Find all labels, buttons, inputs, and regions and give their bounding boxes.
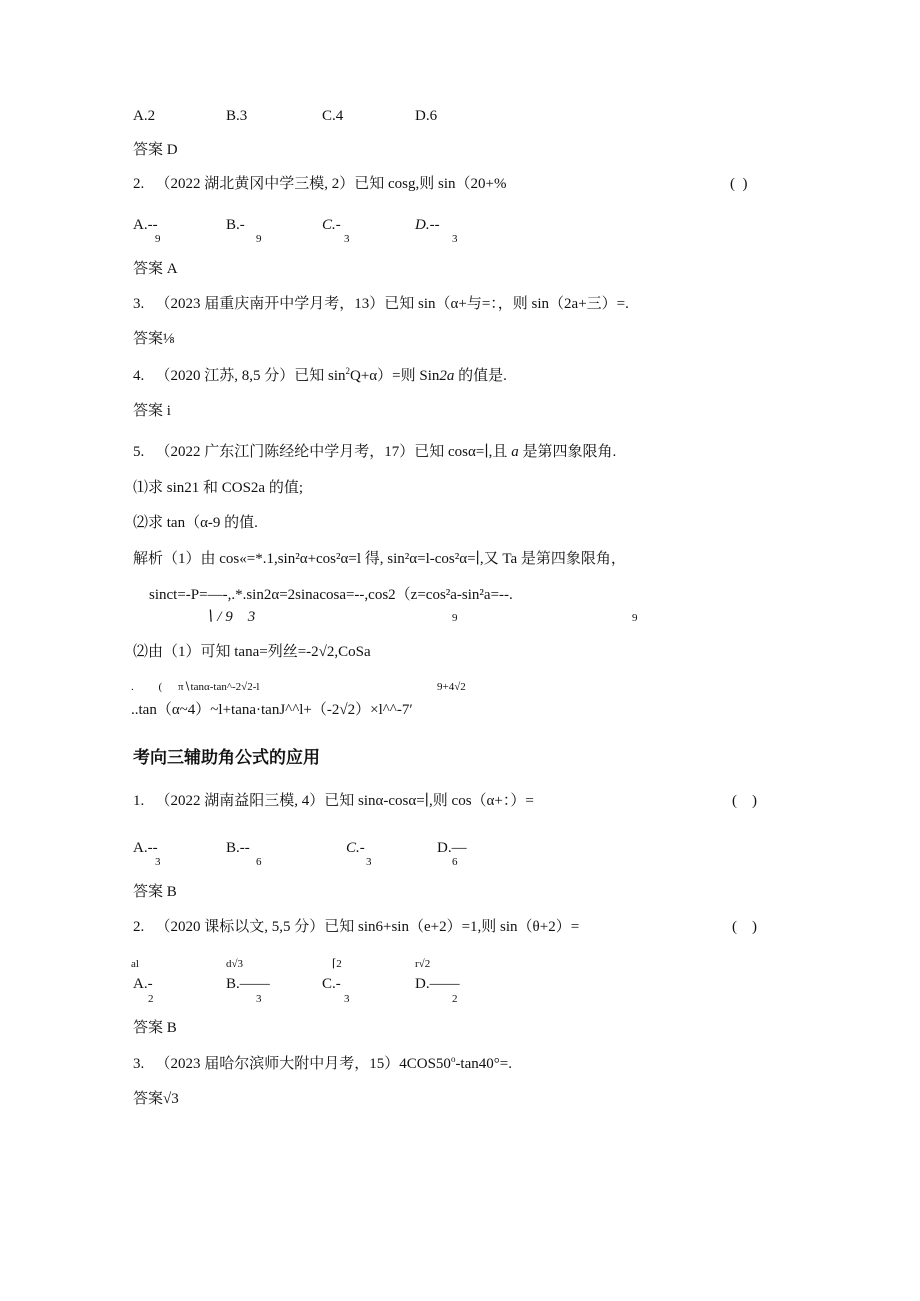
question-stem: 2. （2022 湖北黄冈中学三模, 2）已知 cosg,则 sin（20+% <box>133 176 507 192</box>
option-d-numerator: r√2 <box>415 958 431 970</box>
option-c: C.- <box>322 976 341 992</box>
option-d-denominator: 3 <box>452 233 458 245</box>
sub-question-1: ⑴求 sin21 和 COS2a 的值; <box>133 480 304 496</box>
option-d: D.6 <box>415 108 438 124</box>
option-b-numerator: d√3 <box>226 958 244 970</box>
section-heading: 考向三辅助角公式的应用 <box>133 748 320 768</box>
solution-subscript: 9 <box>452 612 458 624</box>
option-c: C.- <box>322 217 341 233</box>
option-c-numerator: ⌈2 <box>332 958 342 970</box>
solution-subscript: 9 <box>632 612 638 624</box>
answer-paren: ( ) <box>732 793 757 809</box>
question-stem: 3. （2023 届哈尔滨师大附中月考，$15)4COS50^o-\tan 40^\circ=$. <box>133 1054 512 1072</box>
solution-line: sinct=-P=—-,.*.sin2α=2sinacosa=--,cos2（z=cos²a-sin²a=--. <box>149 587 513 603</box>
solution-line: ..tan（α~4）~l+tana·tanJ^^l+（-2√2）×l^^-7′ <box>131 702 413 718</box>
answer: 答案 i <box>133 403 171 419</box>
question-stem: 4. （2020 江苏, 8,5 分）已知 $\sin^2Q+\alpha)=$则 Sin2a 的值是. <box>133 366 507 384</box>
sub-question-2: ⑵求 tan（α-9 的值. <box>133 515 258 531</box>
option-c-denominator: 3 <box>344 993 350 1005</box>
option-c-denominator: 3 <box>344 233 350 245</box>
answer: 答案 A <box>133 261 178 277</box>
answer: 答案 B <box>133 1020 177 1036</box>
option-b-denominator: 6 <box>256 856 262 868</box>
option-d-denominator: 6 <box>452 856 458 868</box>
question-stem: 1. （2022 湖南益阳三模, 4）已知 sinα-cosα=∣,则 cos（α+：）= <box>133 793 534 809</box>
option-a: A.-- <box>133 840 158 856</box>
option-a-denominator: 9 <box>155 233 161 245</box>
option-a: A.2 <box>133 108 156 124</box>
option-b-denominator: 9 <box>256 233 262 245</box>
option-c: C.- <box>346 840 365 856</box>
answer: 答案 B <box>133 884 177 900</box>
option-d-denominator: 2 <box>452 993 458 1005</box>
option-b: B.—— <box>226 976 270 992</box>
option-a: A.-- <box>133 217 158 233</box>
question-stem: 2. （2020 课标以文, 5,5 分）已知 sin6+sin（e+2）=1,则 sin（θ+2）= <box>133 919 580 935</box>
option-a-numerator: al <box>131 958 139 970</box>
answer-paren: ( ) <box>732 919 757 935</box>
solution-fragment: . ( <box>131 681 163 693</box>
solution-fragment: 9+4√2 <box>437 681 466 693</box>
answer-paren: ( ) <box>730 176 748 192</box>
option-b: B.3 <box>226 108 248 124</box>
solution-subscript: ∖ / 9 3 <box>204 609 256 625</box>
option-d: D.— <box>437 840 467 856</box>
option-a: A.- <box>133 976 153 992</box>
option-b: B.- <box>226 217 245 233</box>
answer: 答案⅛ <box>133 331 175 347</box>
solution-line: ⑵由（1）可知 tana=列丝=-2√2,CoSa <box>133 644 371 660</box>
question-stem: 5. （2022 广东江门陈经纶中学月考，17）已知 cosα=∣,且 a 是第四象限角. <box>133 444 617 460</box>
option-b: B.-- <box>226 840 250 856</box>
option-a-denominator: 3 <box>155 856 161 868</box>
option-c: C.4 <box>322 108 344 124</box>
option-d: D.-- <box>415 217 440 233</box>
option-d: D.—— <box>415 976 460 992</box>
option-a-denominator: 2 <box>148 993 154 1005</box>
answer: 答案 D <box>133 142 178 158</box>
solution-fragment: π∖tanα-tan^-2√2-l <box>178 681 260 693</box>
option-c-denominator: 3 <box>366 856 372 868</box>
question-stem: 3. （2023 届重庆南开中学月考，13）已知 sin（α+与=：，则 sin（2a+三）=. <box>133 296 629 312</box>
option-b-denominator: 3 <box>256 993 262 1005</box>
answer: 答案√3 <box>133 1091 179 1107</box>
solution-line: 解析（1）由 cos«=*.1,sin²α+cos²α=l 得, sin²α=l-cos²α=∣,又 Ta 是第四象限角， <box>133 551 626 567</box>
